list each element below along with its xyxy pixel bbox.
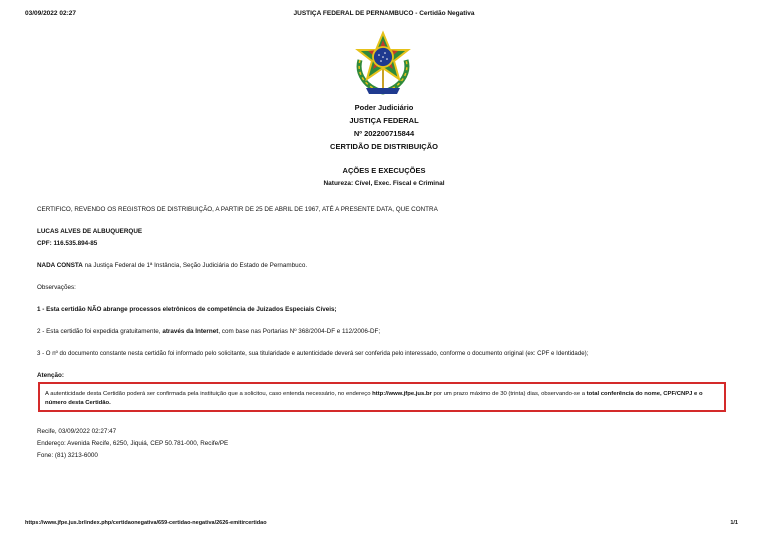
heading-poder-judiciario: Poder Judiciário xyxy=(354,103,414,112)
print-title: JUSTIÇA FEDERAL DE PERNAMBUCO - Certidão Negativa xyxy=(293,10,475,17)
notice-part-1: A autenticidade desta Certidão poderá ser confirmada pela instituição que a solicitou, caso entenda necessário, no endereço xyxy=(45,391,373,397)
observations-label: Observações: xyxy=(37,284,76,291)
brazil-coat-of-arms-icon xyxy=(352,30,414,98)
person-name: LUCAS ALVES DE ALBUQUERQUE xyxy=(37,228,143,235)
observation-2-c: , com base nas Portarias Nº 368/2004-DF e 112/2006-DF; xyxy=(218,328,381,335)
address: Endereço: Avenida Recife, 6250, Jiquiá, CEP 50.781-000, Recife/PE xyxy=(37,440,229,447)
notice-part-2: por um prazo máximo de 30 (trinta) dias, observando-se a xyxy=(431,391,587,397)
nada-consta-label: NADA CONSTA xyxy=(37,262,83,269)
heading-certidao-number: Nº 202200715844 xyxy=(353,129,415,138)
heading-justica-federal: JUSTIÇA FEDERAL xyxy=(349,116,419,125)
observation-2-a: 2 - Esta certidão foi expedida gratuitamente, xyxy=(37,328,163,335)
page-number: 1/1 xyxy=(730,520,738,526)
print-datetime: 03/09/2022 02:27 xyxy=(25,10,76,17)
observation-2 xyxy=(37,328,380,335)
observation-1: 1 - Esta certidão NÃO abrange processos eletrônicos de competência de Juizados Especiais Cíveis; xyxy=(37,306,337,313)
nada-consta-text: na Justiça Federal de 1ª Instância, Seção Judiciária do Estado de Pernambuco. xyxy=(82,262,308,269)
nada-consta-line xyxy=(37,262,307,269)
notice-url[interactable]: http://www.jfpe.jus.br xyxy=(372,391,432,397)
section-nature: Natureza: Cível, Exec. Fiscal e Criminal xyxy=(323,180,445,187)
observation-3: 3 - O nº do documento constante nesta certidão foi informado pelo solicitante, sua titularidade e autenticidade deverá ser conferida pelo interessado, conforme o documento original (ex: CPF e Identidade); xyxy=(37,350,589,357)
observation-2-b: através da Internet xyxy=(162,328,219,335)
authenticity-notice-box xyxy=(38,382,726,412)
heading-certidao-distribuicao: CERTIDÃO DE DISTRIBUIÇÃO xyxy=(330,142,438,151)
print-url: https://www.jfpe.jus.br/index.php/certidaonegativa/659-certidao-negativa/2626-emitircertidao xyxy=(25,520,267,526)
notice-part-3: total conferência do nome, CPF/CNPJ e o número desta Certidão. xyxy=(45,391,703,406)
certify-text: CERTIFICO, REVENDO OS REGISTROS DE DISTRIBUIÇÃO, A PARTIR DE 25 DE ABRIL DE 1967, ATÉ A PRESENTE DATA, QUE CONTRA xyxy=(37,206,438,213)
authenticity-notice-text xyxy=(45,390,718,407)
attention-label: Atenção: xyxy=(37,372,64,379)
section-title: AÇÕES E EXECUÇÕES xyxy=(342,166,426,175)
person-cpf: CPF: 116.535.894-85 xyxy=(37,240,98,247)
phone: Fone: (81) 3213-6000 xyxy=(37,452,98,459)
place-date: Recife, 03/09/2022 02:27:47 xyxy=(37,428,117,435)
